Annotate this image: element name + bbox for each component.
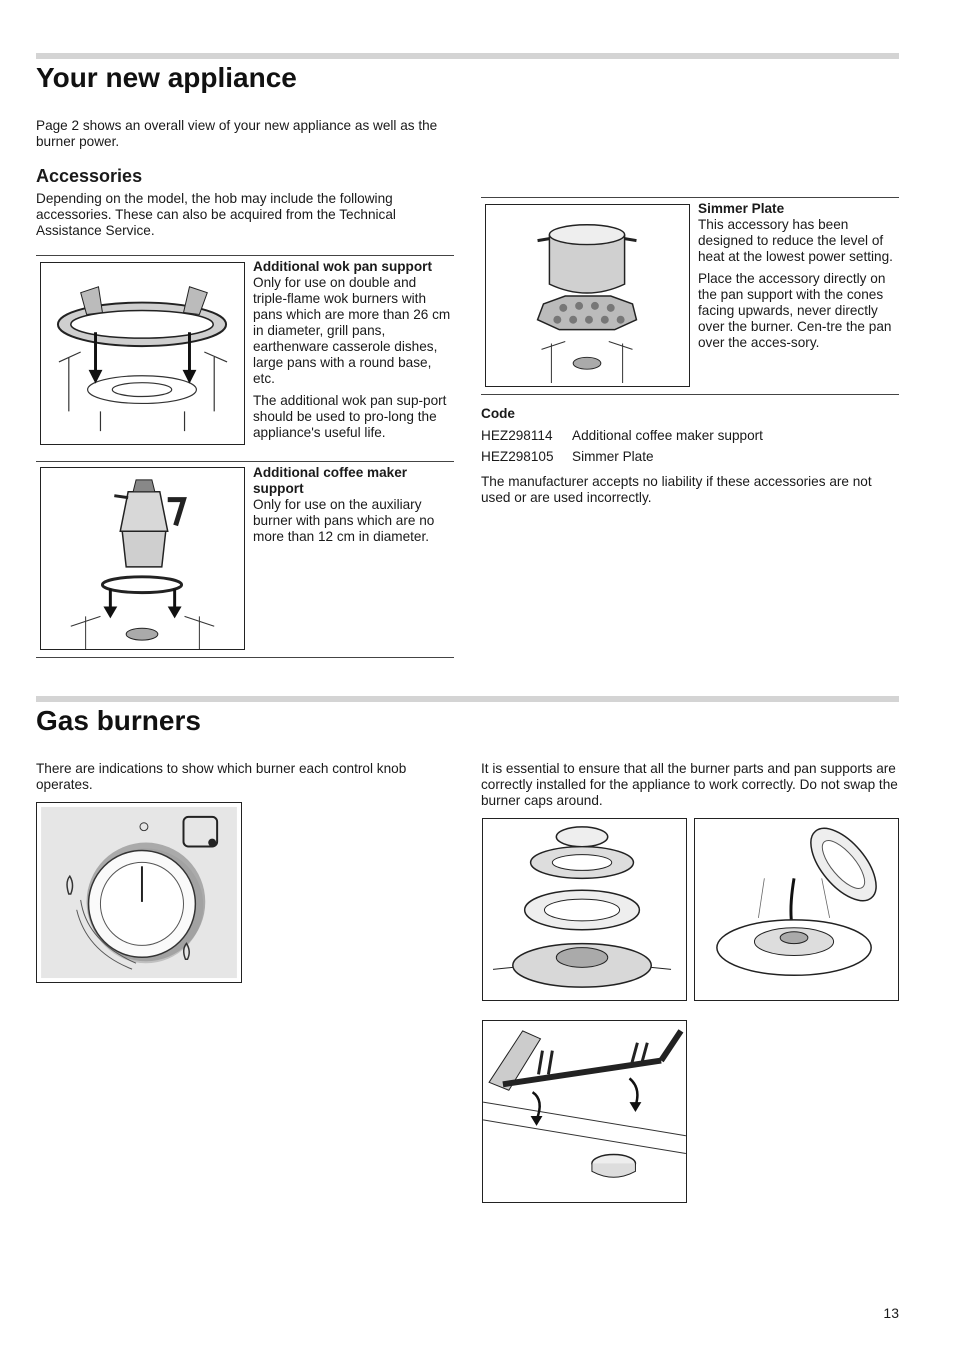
page-number: 13 <box>883 1305 899 1321</box>
wok-title: Additional wok pan support <box>253 259 432 274</box>
pan-support-placement-illustration <box>482 1020 687 1203</box>
knob-indication-text: There are indications to show which burner each control knob operates. <box>36 761 407 792</box>
code-value: HEZ298114 <box>481 428 553 443</box>
rule <box>481 197 899 198</box>
rule <box>36 255 454 256</box>
code-heading: Code <box>481 406 515 421</box>
accessories-heading: Accessories <box>36 166 143 186</box>
wok-caption <box>253 259 453 447</box>
burner-parts-exploded-illustration <box>482 818 687 1001</box>
coffee-desc: Only for use on the auxiliary burner with pans which are no more than 12 cm in diameter. <box>253 497 435 544</box>
liability-text: The manufacturer accepts no liability if these accessories are not used or are used incorrectly. <box>481 474 872 505</box>
page-title: Your new appliance <box>36 62 297 93</box>
control-knob-illustration <box>36 802 242 983</box>
wok-support-illustration <box>40 262 245 445</box>
rule <box>36 461 454 462</box>
rule <box>481 394 899 395</box>
simmer-desc-1: This accessory has been designed to reduce the level of heat at the lowest power setting. <box>698 217 893 264</box>
simmer-title: Simmer Plate <box>698 201 785 216</box>
code-row <box>481 449 654 465</box>
coffee-support-illustration <box>40 467 245 650</box>
burner-cap-placement-illustration <box>694 818 899 1001</box>
coffee-caption <box>253 465 453 551</box>
wok-desc-1: Only for use on double and triple-flame wok burners with pans which are more than 26 cm in diameter, grill pans, earthenware casserole dishes, large pans with a round base, etc. <box>253 275 451 386</box>
accessories-text: Depending on the model, the hob may include the following accessories. These can also be acquired from the Technical Assistance Service. <box>36 191 396 238</box>
code-name: Additional coffee maker support <box>572 428 763 443</box>
simmer-plate-illustration <box>485 204 690 387</box>
burner-parts-text: It is essential to ensure that all the burner parts and pan supports are correctly installed for the appliance to work correctly. Do not swap the burner caps around. <box>481 761 898 808</box>
code-name: Simmer Plate <box>572 449 654 464</box>
section-title: Gas burners <box>36 705 201 736</box>
simmer-caption <box>698 201 898 357</box>
code-value: HEZ298105 <box>481 449 554 464</box>
section-divider-top <box>36 53 899 59</box>
coffee-title: Additional coffee maker support <box>253 465 408 496</box>
section-divider-top <box>36 696 899 702</box>
simmer-desc-2: Place the accessory directly on the pan support with the cones facing upwards, never directly over the burner. Cen-tre the pan over the acces-sory. <box>698 271 892 350</box>
intro-text: Page 2 shows an overall view of your new appliance as well as the burner power. <box>36 118 438 149</box>
wok-desc-2: The additional wok pan sup-port should be used to pro-long the appliance's useful life. <box>253 393 447 440</box>
rule <box>36 657 454 658</box>
code-row <box>481 428 763 444</box>
